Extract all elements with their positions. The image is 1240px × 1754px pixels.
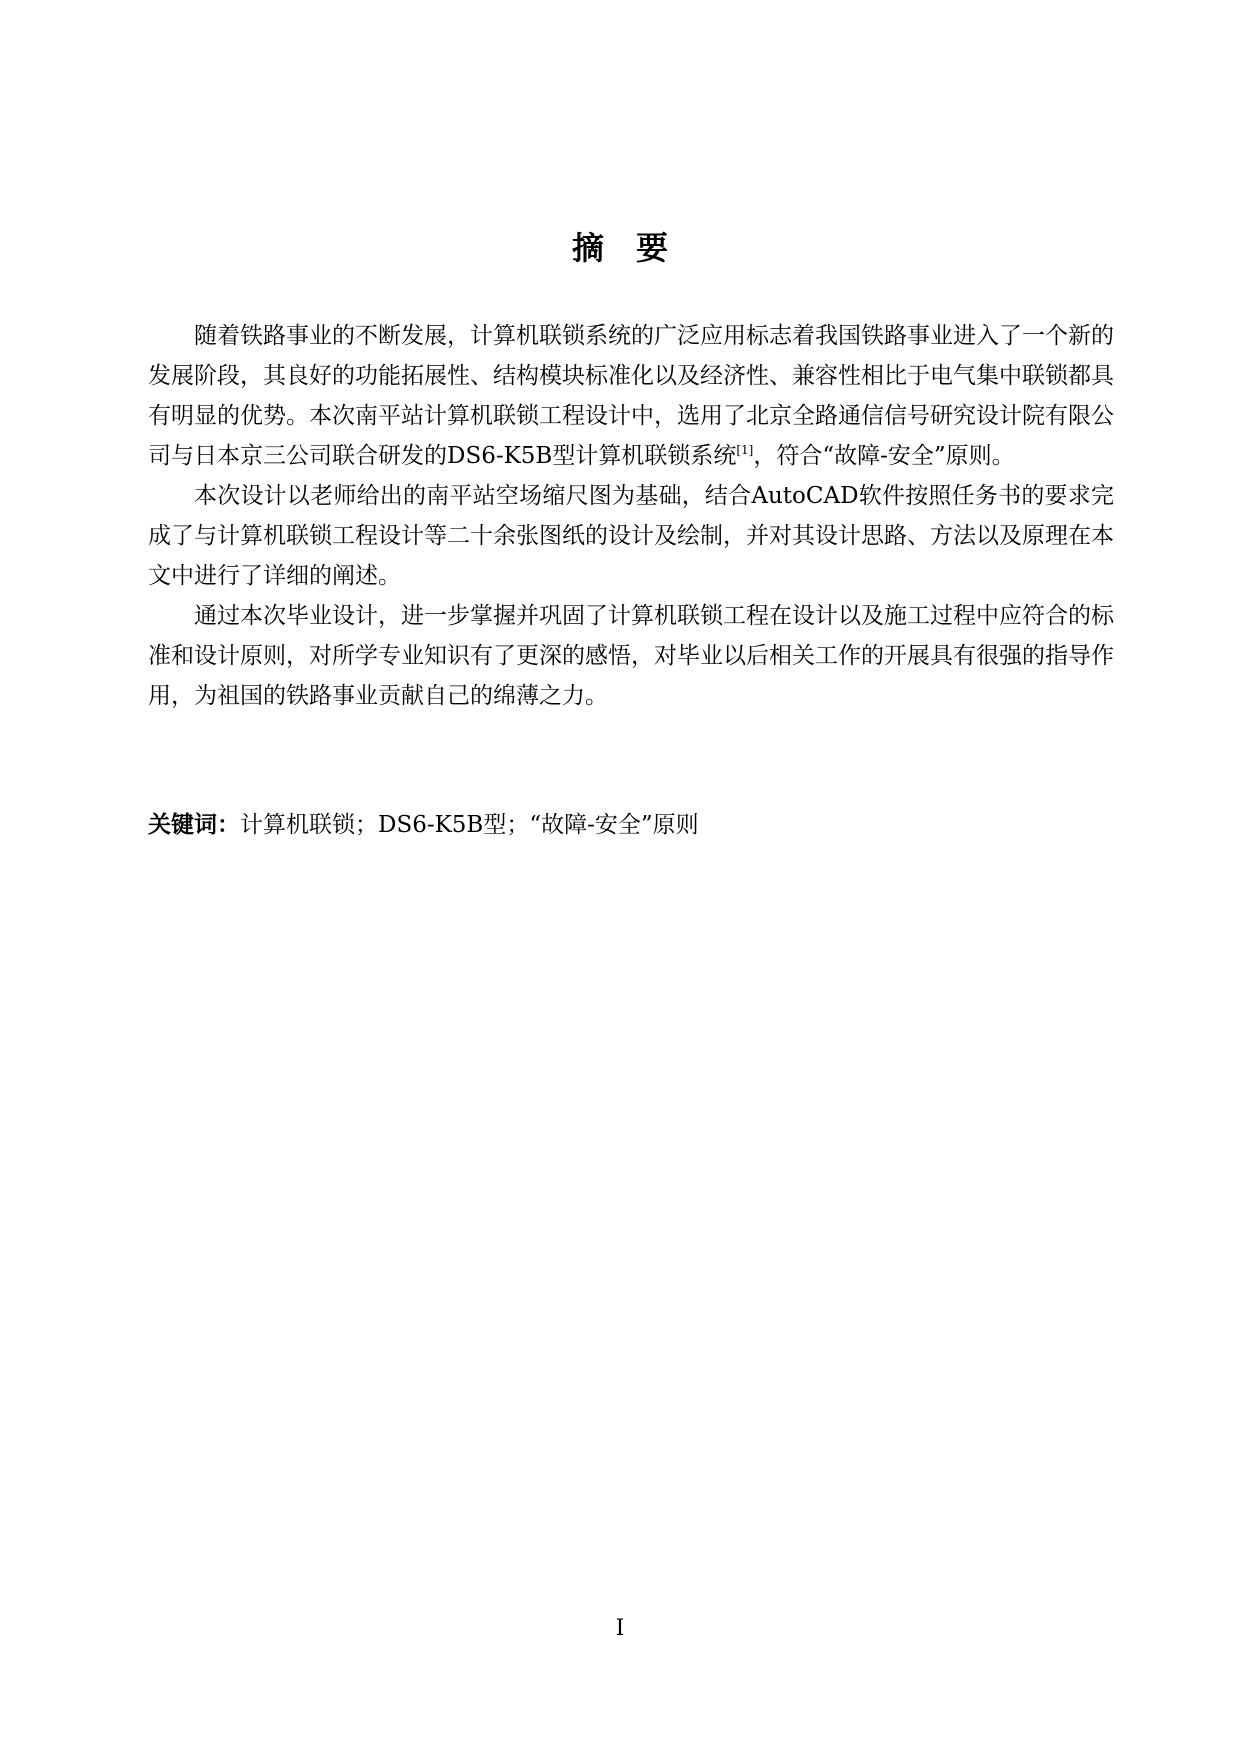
abstract-paragraph-2: 本次设计以老师给出的南平站空场缩尺图为基础，结合AutoCAD软件按照任务书的要求完成了与计算机联锁工程设计等二十余张图纸的设计及绘制，并对其设计思路、方法以及原理在本文中进行了详细的阐述。 <box>148 483 1114 589</box>
keywords-line <box>148 805 1114 845</box>
citation-marker: [1] <box>736 443 754 457</box>
page-number: I <box>615 1616 625 1641</box>
abstract-body <box>148 316 1114 716</box>
paragraph-1-text-end: ，符合“故障-安全”原则。 <box>753 443 1015 469</box>
abstract-paragraph-1 <box>148 316 1114 476</box>
keywords-label: 关键词： <box>148 811 240 838</box>
keywords-text: 计算机联锁；DS6-K5B型；“故障-安全”原则 <box>240 812 699 838</box>
abstract-title: 摘要 <box>571 229 700 267</box>
abstract-paragraph-3: 通过本次毕业设计，进一步掌握并巩固了计算机联锁工程在设计以及施工过程中应符合的标准和设计原则，对所学专业知识有了更深的感悟，对毕业以后相关工作的开展具有很强的指导作用，为祖国的铁路事业贡献自己的绵薄之力。 <box>148 603 1114 709</box>
paragraph-1-text: 随着铁路事业的不断发展，计算机联锁系统的广泛应用标志着我国铁路事业进入了一个新的发展阶段，其良好的功能拓展性、结构模块标准化以及经济性、兼容性相比于电气集中联锁都具有明显的优势。本次南平站计算机联锁工程设计中，选用了北京全路通信信号研究设计院有限公司与日本京三公司联合研发的DS6-K5B型计算机联锁系统 <box>148 323 1114 469</box>
